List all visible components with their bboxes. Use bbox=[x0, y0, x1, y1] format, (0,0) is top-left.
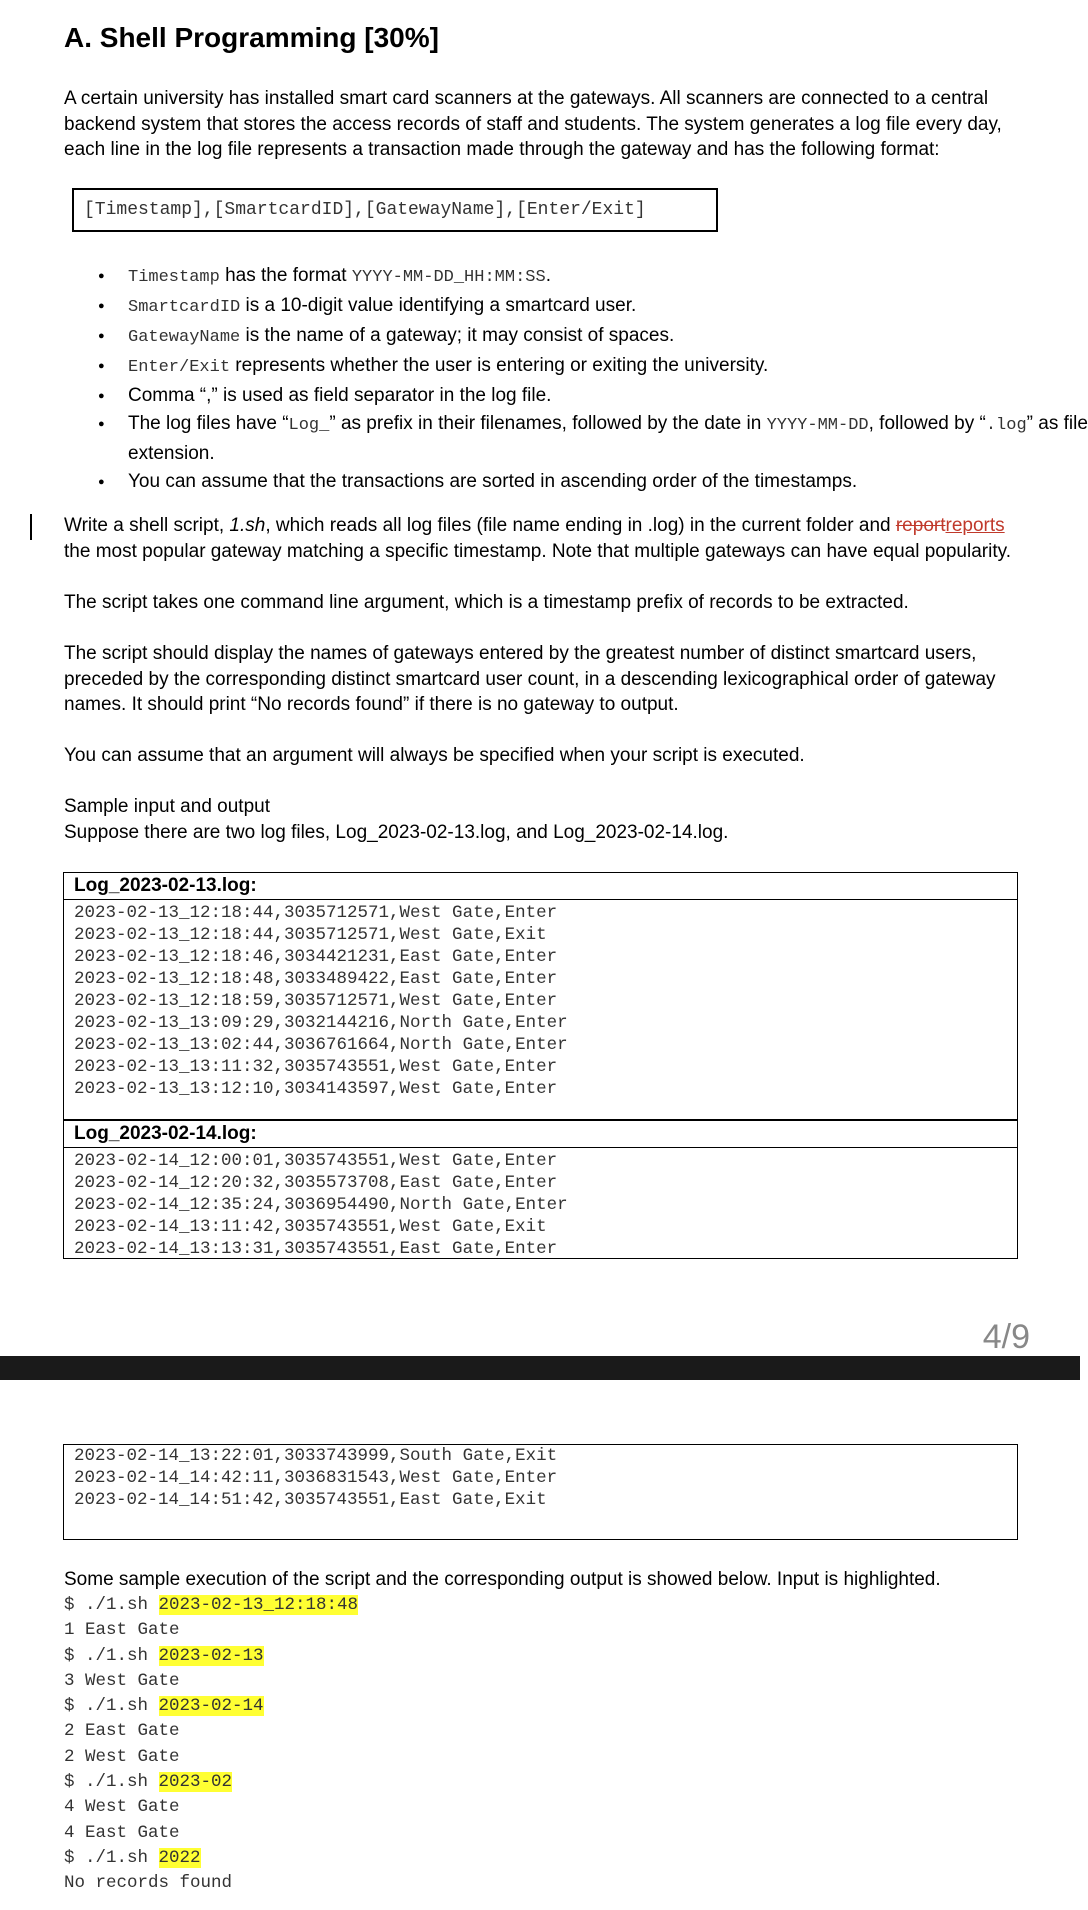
section-title: A. Shell Programming [30%] bbox=[64, 22, 439, 53]
highlighted-input: 2023-02-14 bbox=[158, 1696, 264, 1717]
command-line: $ ./1.sh 2023-02 bbox=[64, 1772, 233, 1793]
command-line: $ ./1.sh 2023-02-13 bbox=[64, 1645, 264, 1666]
command-line: $ ./1.sh 2023-02-13_12:18:48 bbox=[64, 1595, 359, 1615]
list-item: ● You can assume that the transactions are sorted in ascending order of the timestamps. bbox=[128, 468, 1088, 496]
task-paragraph: Write a shell script, 1.sh, which reads all log files (file name ending in .log) in the current folder and reportreports the most popular gateway matching a specific timestamp. Note that multiple gateways can have equal popularity. bbox=[64, 515, 1011, 562]
assumption-paragraph: You can assume that an argument will always be specified when your script is executed. bbox=[64, 745, 805, 766]
output-line: No records found bbox=[64, 1873, 233, 1894]
list-item: ● GatewayName is the name of a gateway; it may consist of spaces. bbox=[128, 322, 1088, 352]
table-row: 2023-02-13_13:09:29,3032144216,North Gate,Enter bbox=[74, 1013, 568, 1033]
table-row: 2023-02-13_12:18:44,3035712571,West Gate,Exit bbox=[74, 925, 547, 945]
list-item: ● SmartcardID is a 10-digit value identifying a smartcard user. bbox=[128, 292, 1088, 322]
sample-suppose: Suppose there are two log files, Log_2023-02-13.log, and Log_2023-02-14.log. bbox=[64, 821, 729, 843]
highlighted-input: 2022 bbox=[158, 1847, 201, 1868]
highlighted-input: 2023-02-13_12:18:48 bbox=[158, 1595, 359, 1615]
table-row: 2023-02-13_12:18:48,3033489422,East Gate,Enter bbox=[74, 969, 558, 989]
sample-heading: Sample input and output Suppose there are two log files, Log_2023-02-13.log, and Log_2023-02-14.log. bbox=[64, 796, 729, 843]
table-row: 2023-02-13_13:11:32,3035743551,West Gate,Enter bbox=[74, 1057, 558, 1077]
intro-paragraph: A certain university has installed smart card scanners at the gateways. All scanners are connected to a central backend system that stores the access records of staff and students. The system generates a log file every day, each line in the log file represents a transaction made through the gateway and has the following format: bbox=[64, 88, 1002, 160]
table-row: 2023-02-14_13:11:42,3035743551,West Gate,Exit bbox=[74, 1217, 547, 1237]
log-file-table-2-continued bbox=[63, 1444, 1018, 1540]
page-break-divider bbox=[0, 1356, 1080, 1380]
output-line: 3 West Gate bbox=[64, 1670, 180, 1691]
table-row: 2023-02-13_13:12:10,3034143597,West Gate,Enter bbox=[74, 1079, 558, 1099]
table-row: 2023-02-14_12:20:32,3035573708,East Gate,Enter bbox=[74, 1173, 558, 1193]
output-line: 1 East Gate bbox=[64, 1620, 180, 1641]
output-line: 2 East Gate bbox=[64, 1721, 180, 1742]
output-line: 4 West Gate bbox=[64, 1797, 180, 1818]
command-line: $ ./1.sh 2022 bbox=[64, 1847, 201, 1868]
table-row: 2023-02-14_14:42:11,3036831543,West Gate,Enter bbox=[74, 1468, 558, 1488]
table-row: 2023-02-13_13:02:44,3036761664,North Gate,Enter bbox=[74, 1035, 568, 1055]
list-item: ● The log files have “Log_” as prefix in their filenames, followed by the date in YYYY-MM-DD, followed by “.log” as file extension. bbox=[128, 410, 1088, 468]
inserted-text: reports bbox=[945, 515, 1005, 536]
page-number: 4/9 bbox=[982, 1318, 1030, 1356]
format-bullet-list bbox=[64, 262, 1088, 496]
log-format-box: [Timestamp],[SmartcardID],[GatewayName],[Enter/Exit] bbox=[72, 188, 718, 232]
argument-paragraph: The script takes one command line argument, which is a timestamp prefix of records to be extracted. bbox=[64, 592, 909, 613]
display-paragraph: The script should display the names of gateways entered by the greatest number of distinct smartcard users, preceded by the corresponding distinct smartcard user count, in a descending lexicographical order of gateway names. It should print “No records found” if there is no gateway to output. bbox=[64, 643, 996, 715]
highlighted-input: 2023-02 bbox=[158, 1772, 233, 1793]
log-file-title: Log_2023-02-13.log: bbox=[64, 873, 1017, 900]
table-row: 2023-02-13_12:18:46,3034421231,East Gate,Enter bbox=[74, 947, 558, 967]
output-line: 2 West Gate bbox=[64, 1746, 180, 1767]
deleted-text: report bbox=[895, 515, 946, 536]
log-file-table-2 bbox=[63, 1120, 1018, 1259]
table-row: 2023-02-13_12:18:59,3035712571,West Gate,Enter bbox=[74, 991, 558, 1011]
output-line: 4 East Gate bbox=[64, 1822, 180, 1843]
list-item: ● Timestamp has the format YYYY-MM-DD_HH:MM:SS. bbox=[128, 262, 1088, 292]
table-row: 2023-02-14_14:51:42,3035743551,East Gate,Exit bbox=[74, 1490, 547, 1510]
sample-execution bbox=[64, 1567, 941, 1897]
revision-change-bar bbox=[30, 514, 32, 540]
command-line: $ ./1.sh 2023-02-14 bbox=[64, 1696, 264, 1717]
table-row: 2023-02-14_12:00:01,3035743551,West Gate,Enter bbox=[74, 1151, 558, 1171]
script-name: 1.sh bbox=[229, 515, 266, 536]
log-file-title: Log_2023-02-14.log: bbox=[64, 1121, 1017, 1148]
execution-intro: Some sample execution of the script and the corresponding output is showed below. Input is highlighted. bbox=[64, 1569, 941, 1590]
table-row: 2023-02-13_12:18:44,3035712571,West Gate,Enter bbox=[74, 903, 558, 923]
table-row: 2023-02-14_13:13:31,3035743551,East Gate,Enter bbox=[74, 1239, 558, 1259]
table-row: 2023-02-14_12:35:24,3036954490,North Gate,Enter bbox=[74, 1195, 568, 1215]
table-row: 2023-02-14_13:22:01,3033743999,South Gate,Exit bbox=[74, 1446, 558, 1466]
list-item: ● Comma “,” is used as field separator in the log file. bbox=[128, 382, 1088, 410]
list-item: ● Enter/Exit represents whether the user is entering or exiting the university. bbox=[128, 352, 1088, 382]
highlighted-input: 2023-02-13 bbox=[158, 1645, 264, 1666]
log-file-table-1 bbox=[63, 872, 1018, 1120]
